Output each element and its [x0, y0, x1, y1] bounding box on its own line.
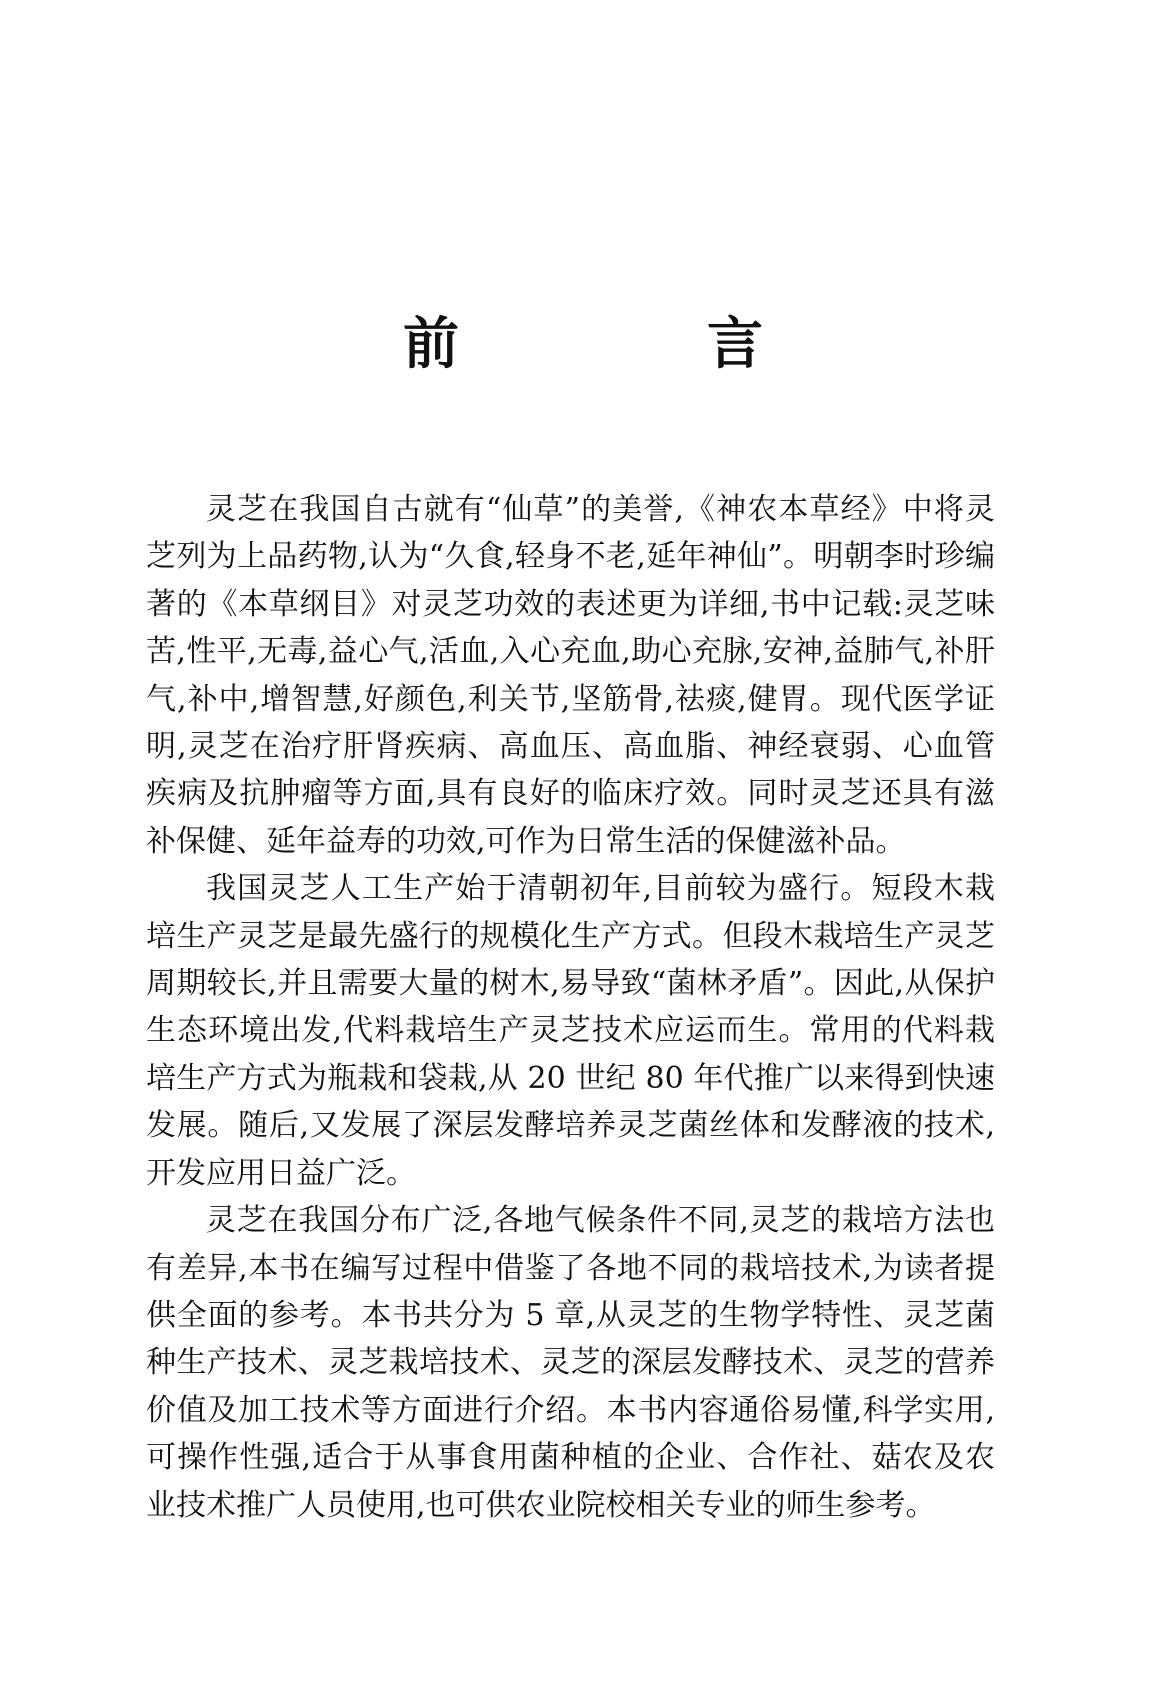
paragraph-1: 灵芝在我国自古就有“仙草”的美誉,《神农本草经》中将灵芝列为上品药物,认为“久食,轻身不老,延年神仙”。明朝李时珍编著的《本草纲目》对灵芝功效的表述更为详细,书中记载:灵芝味苦,性平,无毒,益心气,活血,入心充血,助心充脉,安神,益肺气,补肝气,补中,增智慧,好颜色,利关节,坚筋骨,祛痰,健胃。现代医学证明,灵芝在治疗肝肾疾病、高血压、高血脂、神经衰弱、心血管疾病及抗肿瘤等方面,具有良好的临床疗效。同时灵芝还具有滋补保健、延年益寿的功效,可作为日常生活的保健滋补品。	[146, 492, 995, 859]
paragraph-2: 我国灵芝人工生产始于清朝初年,目前较为盛行。短段木栽培生产灵芝是最先盛行的规模化生产方式。但段木栽培生产灵芝周期较长,并且需要大量的树木,易导致“菌林矛盾”。因此,从保护生态环境出发,代料栽培生产灵芝技术应运而生。常用的代料栽培生产方式为瓶栽和袋栽,从 20 世纪 80 年代推广以来得到快速发展。随后,又发展了深层发酵培养灵芝菌丝体和发酵液的技术,开发应用日益广泛。	[146, 871, 995, 1191]
page-title: 前 言	[403, 312, 859, 377]
paragraph-3: 灵芝在我国分布广泛,各地气候条件不同,灵芝的栽培方法也有差异,本书在编写过程中借鉴了各地不同的栽培技术,为读者提供全面的参考。本书共分为 5 章,从灵芝的生物学特性、灵芝菌种生产技术、灵芝栽培技术、灵芝的深层发酵技术、灵芝的营养价值及加工技术等方面进行介绍。本书内容通俗易懂,科学实用,可操作性强,适合于从事食用菌种植的企业、合作社、菇农及农业技术推广人员使用,也可供农业院校相关专业的师生参考。	[146, 1203, 995, 1523]
body-text	[146, 486, 995, 1529]
